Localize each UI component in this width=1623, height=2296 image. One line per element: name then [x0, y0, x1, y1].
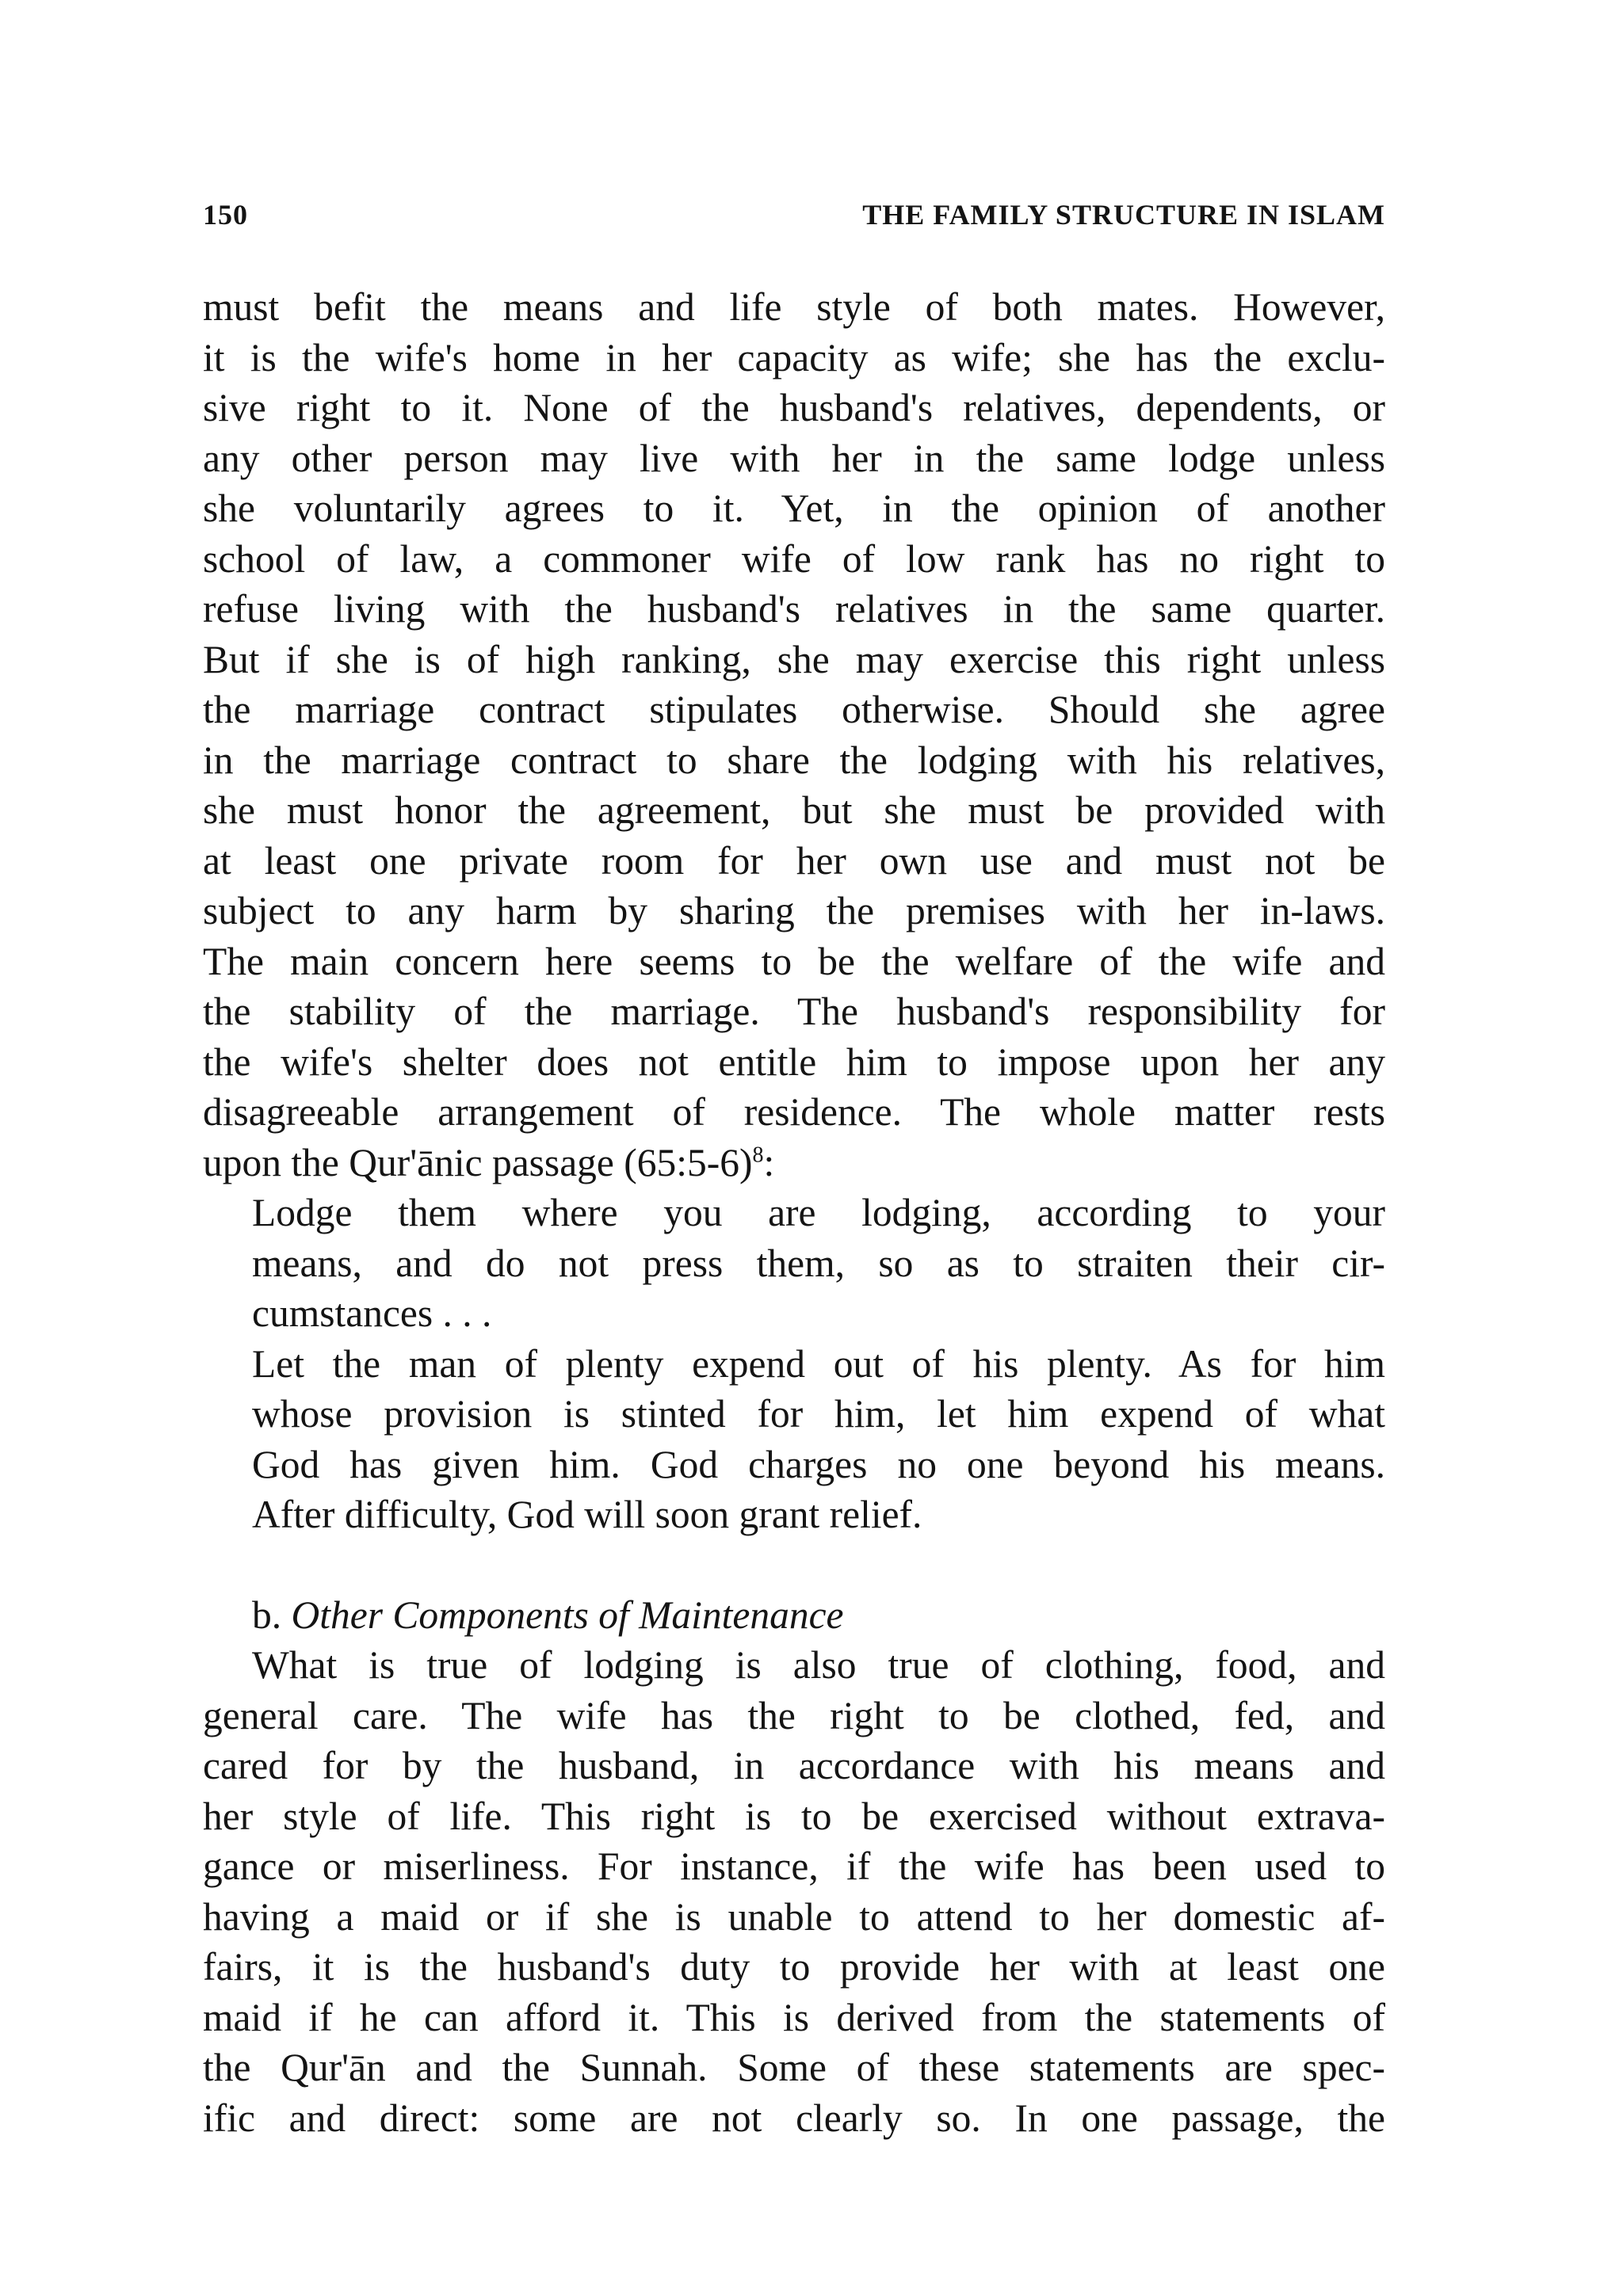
text-line: cared for by the husband, in accordance with his means and: [203, 1744, 1385, 1787]
quote-line: whose provision is stinted for him, let him expend of what: [252, 1392, 1385, 1436]
paragraph-lodging: [203, 282, 1385, 1188]
text-line: the Qur'ān and the Sunnah. Some of these statements are spec-: [203, 2046, 1385, 2089]
text-line: What is true of lodging is also true of clothing, food, and: [252, 1643, 1385, 1687]
text-line: general care. The wife has the right to be clothed, fed, and: [203, 1693, 1385, 1737]
text-line: her style of life. This right is to be exercised without extrava-: [203, 1794, 1385, 1838]
section-label: b.: [252, 1592, 282, 1637]
text-line: The main concern here seems to be the welfare of the wife and: [203, 939, 1385, 983]
quote-line-last: After difficulty, God will soon grant relief.: [252, 1493, 922, 1536]
quote-line: Let the man of plenty expend out of his plenty. As for him: [252, 1341, 1385, 1386]
text-line: the wife's shelter does not entitle him to impose upon her any: [203, 1039, 1385, 1084]
text-line: sive right to it. None of the husband's relatives, dependents, or: [203, 386, 1385, 429]
text-line: having a maid or if she is unable to attend to her domestic af-: [203, 1894, 1385, 1939]
quote-line: Lodge them where you are lodging, according to your: [252, 1191, 1385, 1234]
text-line: any other person may live with her in the same lodge unless: [203, 436, 1385, 480]
text-line: the stability of the marriage. The husband's responsibility for: [203, 990, 1385, 1033]
text-line: gance or miserliness. For instance, if the wife has been used to: [203, 1844, 1385, 1888]
paragraph-maintenance: [203, 1640, 1385, 2143]
book-page: [203, 187, 1385, 2143]
section-title: Other Components of Maintenance: [291, 1592, 844, 1637]
text-line: fairs, it is the husband's duty to provide her with at least one: [203, 1945, 1385, 1989]
text-line: at least one private room for her own use and must not be: [203, 838, 1385, 883]
quran-passage-reference: upon the Qur'ānic passage (65:5-6): [203, 1140, 753, 1184]
running-title: THE FAMILY STRUCTURE IN ISLAM: [862, 199, 1385, 231]
footnote-marker: 8: [752, 1142, 764, 1167]
text-line: in the marriage contract to share the lodging with his relatives,: [203, 738, 1385, 782]
text-line: must befit the means and life style of both mates. However,: [203, 285, 1385, 329]
page-number: 150: [203, 199, 248, 231]
quote-line: God has given him. God charges no one beyond his means.: [252, 1442, 1385, 1486]
quran-quote-2: [203, 1339, 1385, 1540]
text-line-last: [203, 1138, 1385, 1188]
text-line: disagreeable arrangement of residence. The whole matter rests: [203, 1090, 1385, 1134]
running-head: [203, 187, 1385, 235]
body-text: [203, 282, 1385, 2143]
text-line: subject to any harm by sharing the premises with her in-laws.: [203, 889, 1385, 933]
quote-line-last: cumstances . . .: [252, 1291, 492, 1335]
text-line: school of law, a commoner wife of low rank has no right to: [203, 536, 1385, 581]
text-line: it is the wife's home in her capacity as wife; she has the exclu-: [203, 335, 1385, 379]
text-line: ific and direct: some are not clearly so. In one passage, the: [203, 2096, 1385, 2140]
text-line: the marriage contract stipulates otherwise. Should she agree: [203, 688, 1385, 731]
text-line: refuse living with the husband's relatives in the same quarter.: [203, 587, 1385, 631]
quote-line: means, and do not press them, so as to straiten their cir-: [252, 1241, 1385, 1285]
punctuation: :: [763, 1140, 775, 1184]
text-line: she must honor the agreement, but she must be provided with: [203, 788, 1385, 832]
text-line: But if she is of high ranking, she may exercise this right unless: [203, 637, 1385, 681]
text-line: she voluntarily agrees to it. Yet, in the opinion of another: [203, 486, 1385, 530]
section-heading: [203, 1590, 1385, 1641]
text-line: maid if he can afford it. This is derived from the statements of: [203, 1995, 1385, 2039]
quran-quote-1: [203, 1188, 1385, 1339]
